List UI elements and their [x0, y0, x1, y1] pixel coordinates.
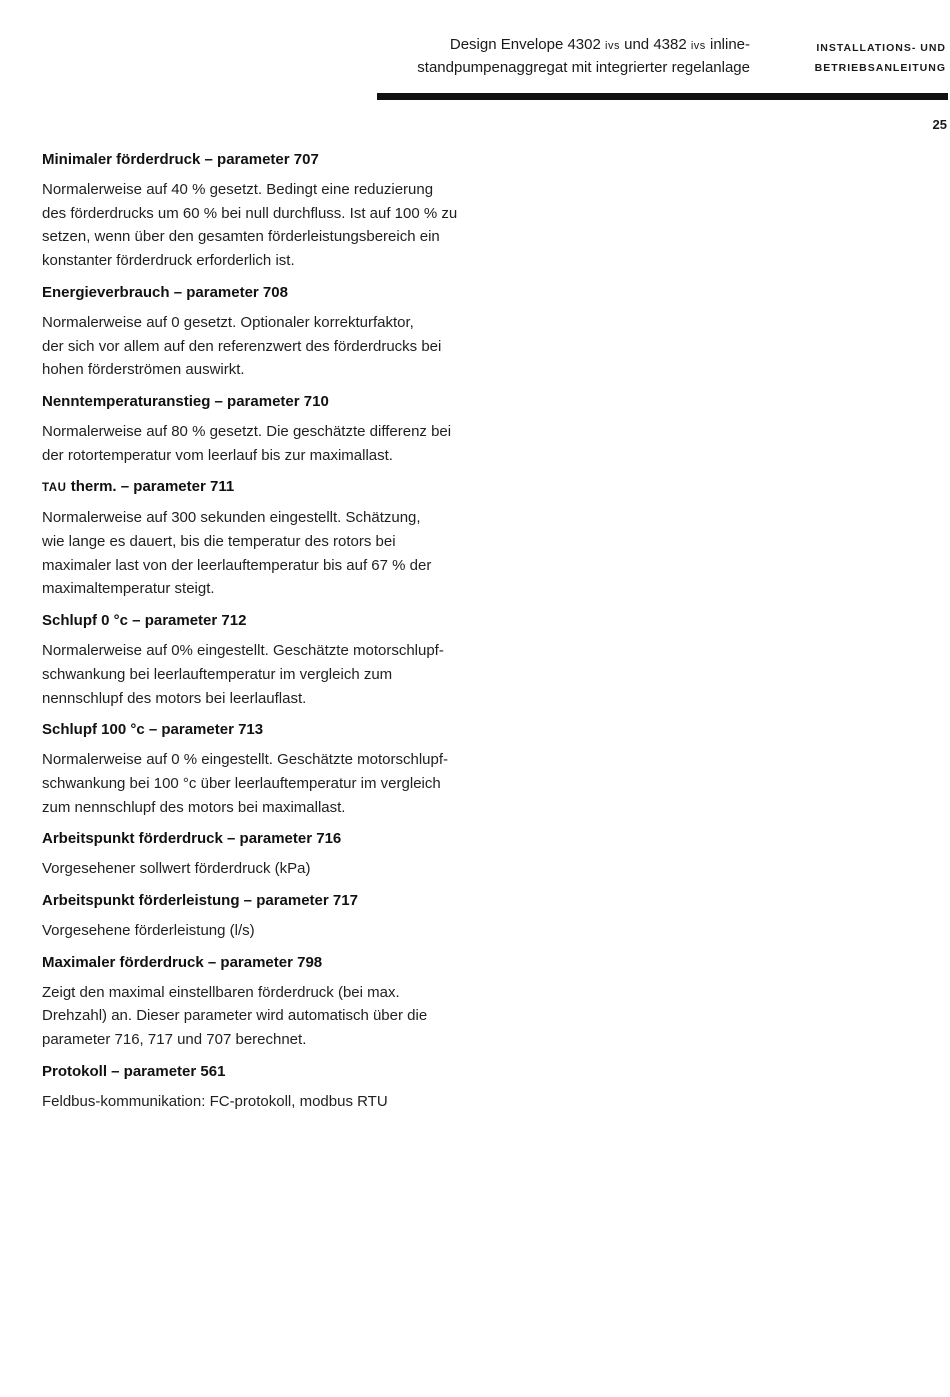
- parameter-description: Normalerweise auf 0 % eingestellt. Geschätzte motorschlupf- schwankung bei 100 °c über leerlauftemperatur im vergleich zum nennschlupf des motors bei maximallast.: [42, 751, 449, 816]
- title-prefix: Design Envelope 4302: [449, 36, 605, 53]
- title-middle: und 4382: [619, 36, 691, 53]
- parameter-heading: Protokoll – parameter 561: [42, 1062, 226, 1080]
- header-divider: [377, 93, 948, 100]
- parameter-description: Normalerweise auf 80 % gesetzt. Die geschätzte differenz bei der rotortemperatur vom leerlauf bis zur maximallast.: [42, 422, 452, 464]
- title-ivs-2: ivs: [690, 40, 706, 52]
- parameter-heading-rest: therm. – parameter 711: [66, 478, 235, 496]
- parameter-heading: Nenntemperaturanstieg – parameter 710: [42, 392, 329, 410]
- parameter-heading: Arbeitspunkt förderleistung – parameter 717: [42, 892, 358, 910]
- parameter-561: [42, 1061, 487, 1114]
- parameter-description: Vorgesehener sollwert förderdruck (kPa): [42, 860, 311, 878]
- parameter-heading: Arbeitspunkt förderdruck – parameter 716: [42, 830, 342, 848]
- document-title: [330, 34, 750, 79]
- parameter-heading: [42, 476, 487, 499]
- document-title-line1: [330, 34, 750, 57]
- parameter-description: Normalerweise auf 0% eingestellt. Geschätzte motorschlupf- schwankung bei leerlauftemperatur im vergleich zum nennschlupf des motors bei leerlauflast.: [42, 642, 444, 707]
- title-ivs-1: ivs: [605, 40, 620, 52]
- parameter-708: [42, 282, 487, 382]
- parameter-description: Zeigt den maximal einstellbaren förderdruck (bei max. Drehzahl) an. Dieser parameter wird automatisch über die parameter 716, 717 und 707 berechnet.: [42, 983, 428, 1049]
- parameter-heading-tau: TAU: [42, 482, 67, 495]
- parameter-710: [42, 391, 487, 467]
- parameter-description: Normalerweise auf 300 sekunden eingestellt. Schätzung, wie lange es dauert, bis die temperatur des rotors bei maximaler last von der leerlauftemperatur bis auf 67 % der maximaltemperatur steigt.: [42, 509, 432, 598]
- parameter-heading: Schlupf 0 °c – parameter 712: [42, 612, 247, 630]
- parameter-707: [42, 149, 487, 273]
- parameter-711: [42, 476, 487, 601]
- parameter-716: [42, 828, 487, 881]
- section-label: [786, 38, 946, 78]
- parameter-heading: Schlupf 100 °c – parameter 713: [42, 721, 264, 739]
- parameter-heading: Energieverbrauch – parameter 708: [42, 283, 288, 301]
- page-number: 25: [932, 117, 947, 132]
- parameter-713: [42, 719, 487, 819]
- section-label-line2: BETRIEBSANLEITUNG: [814, 62, 946, 74]
- parameter-description: Normalerweise auf 0 gesetzt. Optionaler korrekturfaktor, der sich vor allem auf den referenzwert des förderdrucks bei hohen förderströmen auswirkt.: [42, 313, 442, 379]
- parameter-description: Feldbus-kommunikation: FC-protokoll, modbus RTU: [42, 1092, 388, 1110]
- parameter-heading: Minimaler förderdruck – parameter 707: [42, 151, 319, 168]
- parameter-heading: Maximaler förderdruck – parameter 798: [42, 953, 323, 971]
- document-title-line2: standpumpenaggregat mit integrierter regelanlage: [417, 59, 750, 76]
- parameter-list: [42, 149, 487, 1123]
- section-label-line1: INSTALLATIONS- UND: [816, 42, 946, 54]
- parameter-description: Normalerweise auf 40 % gesetzt. Bedingt eine reduzierung des förderdrucks um 60 % bei null durchfluss. Ist auf 100 % zu setzen, wenn über den gesamten förderleistungsbereich ein konstanter förderdruck erforderlich ist.: [42, 181, 458, 270]
- title-suffix: inline-: [705, 36, 750, 53]
- parameter-description: Vorgesehene förderleistung (l/s): [42, 922, 255, 940]
- parameter-798: [42, 952, 487, 1052]
- parameter-712: [42, 610, 487, 710]
- parameter-717: [42, 890, 487, 943]
